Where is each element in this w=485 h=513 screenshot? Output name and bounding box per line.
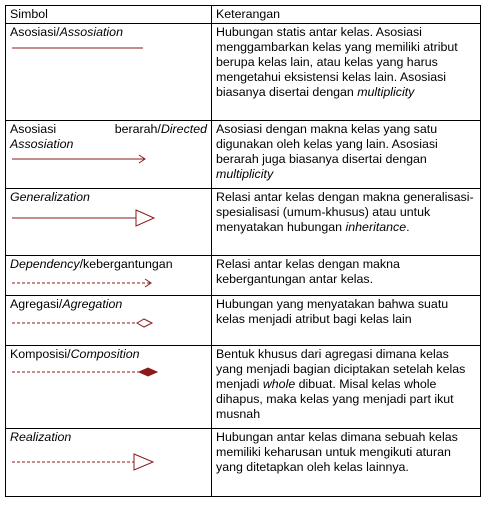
uml-symbol-table xyxy=(5,5,481,497)
symbol-cell xyxy=(6,24,212,121)
symbol-cell xyxy=(6,121,212,189)
symbol-name: Agregasi/Agregation xyxy=(10,297,123,311)
symbol-cell xyxy=(6,256,212,296)
description-cell: Hubungan yang menyatakan bahwa suatu kelas menjadi atribut bagi kelas lain xyxy=(212,296,481,346)
aggregation-diamond-icon xyxy=(10,316,160,330)
table-row xyxy=(6,296,481,346)
table-row xyxy=(6,24,481,121)
table-row xyxy=(6,189,481,256)
table-row xyxy=(6,121,481,189)
symbol-cell xyxy=(6,296,212,346)
table-row xyxy=(6,256,481,296)
header-symbol: Simbol xyxy=(6,6,212,24)
description-cell: Asosiasi dengan makna kelas yang satu digunakan oleh kelas yang lain. Asosiasi berarah juga biasanya disertai dengan multiplicity xyxy=(212,121,481,189)
table-row xyxy=(6,346,481,429)
header-description: Keterangan xyxy=(212,6,481,24)
symbol-name: Generalization xyxy=(10,190,90,204)
symbol-name: Asosiasi berarah/Directed Assosiation xyxy=(10,122,207,151)
description-cell: Bentuk khusus dari agregasi dimana kelas yang menjadi bagian diciptakan setelah kelas menjadi whole dibuat. Misal kelas whole dihapus, maka kelas yang menjadi part ikut musnah xyxy=(212,346,481,429)
composition-diamond-icon xyxy=(10,365,160,379)
header-row xyxy=(6,6,481,24)
association-line-icon xyxy=(10,42,150,54)
symbol-cell xyxy=(6,189,212,256)
description-cell: Hubungan statis antar kelas. Asosiasi menggambarkan kelas yang memiliki atribut berupa kelas lain, atau kelas yang harus mengetahui eksistensi kelas lain. Asosiasi biasanya disertai dengan multiplicity xyxy=(212,24,481,121)
description-cell: Relasi antar kelas dengan makna kebergantungan antar kelas. xyxy=(212,256,481,296)
description-cell: Hubungan antar kelas dimana sebuah kelas memiliki keharusan untuk mengikuti aturan yang ditetapkan oleh kelas lainnya. xyxy=(212,429,481,497)
symbol-name: Realization xyxy=(10,430,72,444)
table-row xyxy=(6,429,481,497)
directed-association-arrow-icon xyxy=(10,153,150,165)
generalization-arrow-icon xyxy=(10,207,160,229)
symbol-cell xyxy=(6,429,212,497)
symbol-name: Asosiasi/Assosiation xyxy=(10,25,123,39)
symbol-name: Dependency/kebergantungan xyxy=(10,257,173,271)
dependency-arrow-icon xyxy=(10,277,160,289)
symbol-name: Komposisi/Composition xyxy=(10,347,140,361)
realization-arrow-icon xyxy=(10,450,160,474)
description-cell: Relasi antar kelas dengan makna generalisasi-spesialisasi (umum-khusus) atau untuk menyatakan hubungan inheritance. xyxy=(212,189,481,256)
symbol-cell xyxy=(6,346,212,429)
